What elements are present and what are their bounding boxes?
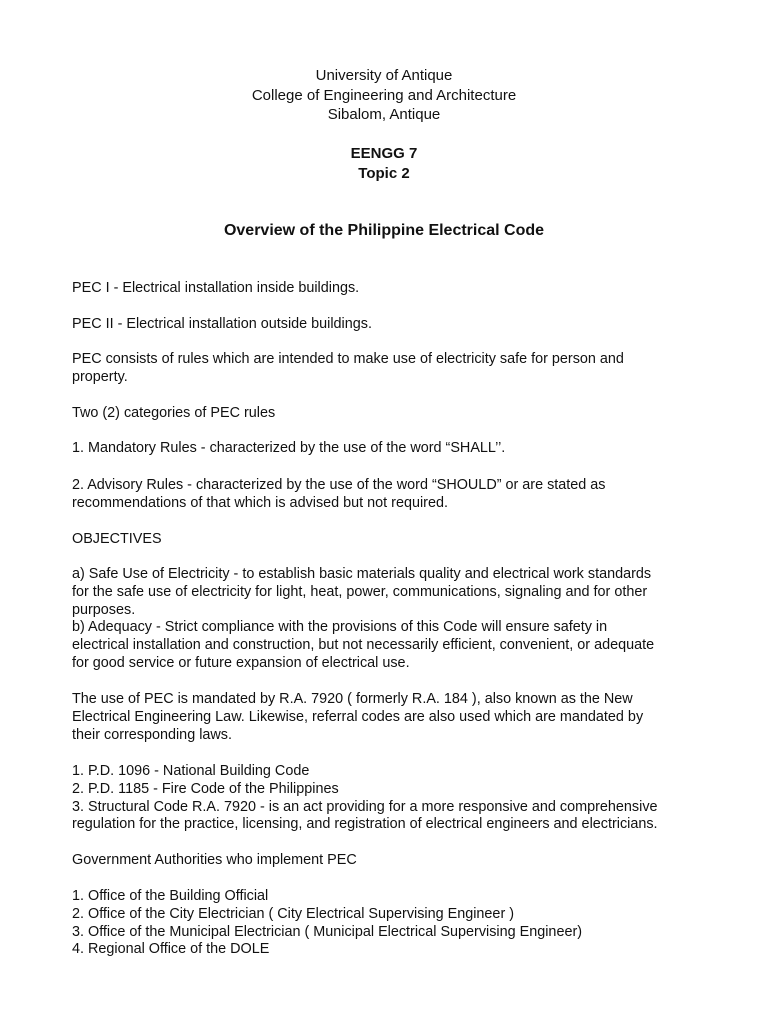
- text-line: PEC I - Electrical installation inside buildings.: [72, 280, 360, 296]
- text-line: Two (2) categories of PEC rules: [72, 405, 276, 421]
- text-line: their corresponding laws.: [72, 726, 232, 743]
- document-header: [0, 66, 768, 125]
- paragraph-categories-intro: [72, 405, 696, 423]
- text-line: PEC consists of rules which are intended to make use of electricity safe for person and: [72, 351, 624, 367]
- authorities-list: [72, 888, 696, 959]
- text-line: The use of PEC is mandated by R.A. 7920 ( formerly R.A. 184 ), also known as the New: [72, 691, 633, 707]
- text-line: purposes.: [72, 601, 136, 618]
- college-name: College of Engineering and Architecture: [251, 86, 517, 104]
- list-item: 4. Regional Office of the DOLE: [72, 941, 270, 958]
- paragraph-objectives: [72, 566, 696, 673]
- text-line: recommendations of that which is advised but not required.: [72, 494, 448, 511]
- university-name: University of Antique: [315, 67, 453, 84]
- paragraph-mandatory-rules: [72, 440, 696, 458]
- text-line: for the safe use of electricity for light, heat, power, communications, signaling and for other: [72, 583, 648, 600]
- topic-number: Topic 2: [358, 164, 410, 182]
- text-line: electrical installation and construction, but not necessarily efficient, convenient, or adequate: [72, 637, 655, 654]
- paragraph-pec2: [72, 316, 696, 334]
- text-line: b) Adequacy - Strict compliance with the provisions of this Code will ensure safety in: [72, 619, 608, 636]
- text-line: 1. Mandatory Rules - characterized by the use of the word “SHALL’’.: [72, 440, 506, 456]
- paragraph-pec-definition: [72, 351, 696, 387]
- list-item: 3. Office of the Municipal Electrician ( Municipal Electrical Supervising Engineer): [72, 923, 583, 940]
- text-line: for good service or future expansion of electrical use.: [72, 654, 410, 671]
- course-code: EENGG 7: [350, 145, 418, 162]
- text-line: Government Authorities who implement PEC: [72, 852, 357, 868]
- objectives-heading: [72, 531, 696, 549]
- list-item: 2. P.D. 1185 - Fire Code of the Philippines: [72, 780, 339, 797]
- referral-codes-list: [72, 763, 696, 834]
- text-line: a) Safe Use of Electricity - to establish basic materials quality and electrical work standards: [72, 566, 652, 582]
- list-item: 1. P.D. 1096 - National Building Code: [72, 763, 310, 779]
- text-line: OBJECTIVES: [72, 531, 162, 547]
- course-info: [0, 144, 768, 183]
- paragraph-authorities-intro: [72, 852, 696, 870]
- paragraph-advisory-rules: [72, 477, 696, 513]
- location: Sibalom, Antique: [327, 106, 441, 123]
- list-item: 1. Office of the Building Official: [72, 888, 269, 904]
- text-line: PEC II - Electrical installation outside buildings.: [72, 316, 372, 332]
- list-item: 3. Structural Code R.A. 7920 - is an act providing for a more responsive and comprehensive: [72, 798, 658, 815]
- list-item: regulation for the practice, licensing, and registration of electrical engineers and electricians.: [72, 816, 658, 833]
- text-line: Electrical Engineering Law. Likewise, referral codes are also used which are mandated by: [72, 708, 644, 725]
- document-title: Overview of the Philippine Electrical Code: [223, 222, 545, 239]
- text-line: property.: [72, 368, 128, 385]
- paragraph-mandate: [72, 691, 696, 744]
- text-line: 2. Advisory Rules - characterized by the use of the word “SHOULD” or are stated as: [72, 477, 606, 493]
- paragraph-pec1: [72, 280, 696, 298]
- list-item: 2. Office of the City Electrician ( City Electrical Supervising Engineer ): [72, 905, 515, 922]
